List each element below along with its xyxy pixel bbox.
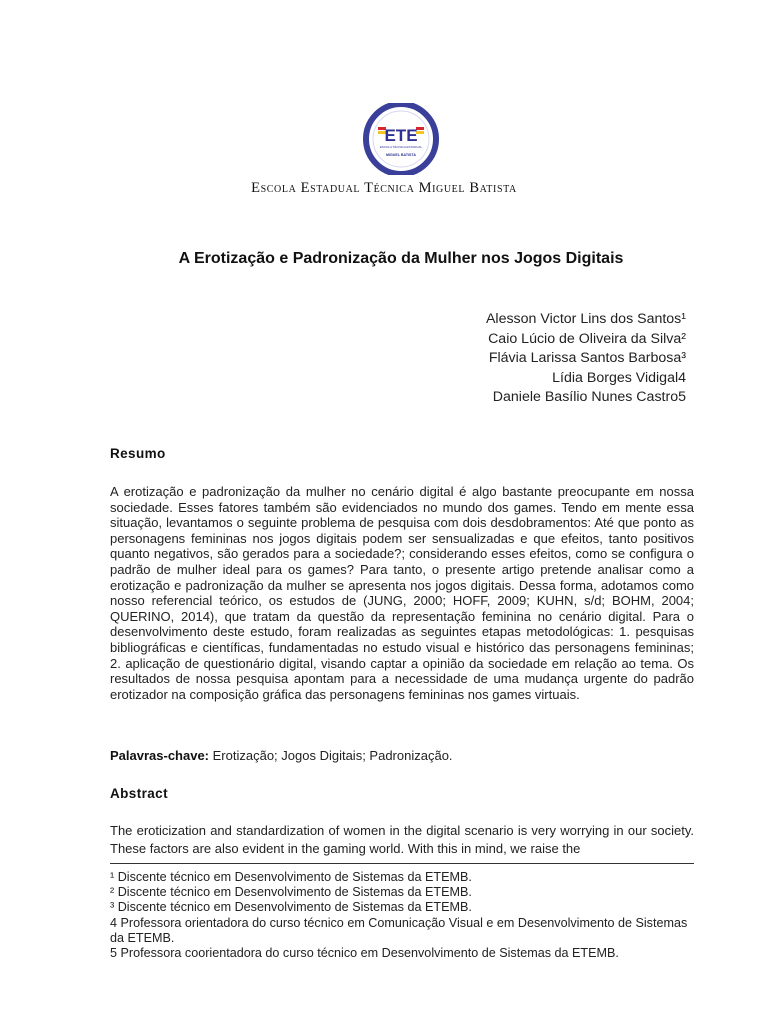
- author-name: Daniele Basílio Nunes Castro5: [492, 389, 686, 405]
- keywords-value: Erotização; Jogos Digitais; Padronização.: [209, 748, 453, 763]
- abstract-heading: Abstract: [110, 786, 168, 801]
- author-name: Lídia Borges Vidigal4: [552, 369, 686, 386]
- footnote-divider: [110, 863, 694, 864]
- resumo-body: A erotização e padronização da mulher no cenário digital é algo bastante preocupante em nossa sociedade. Esses fatores também são evidenciados no mundo dos games. Tendo em mente essa situação, levantamos o seguinte problema de pesquisa com dois desdobramentos: Até que ponto as personagens femininas nos jogos digitais podem ser sensualizadas e que efeitos, tanto positivos quanto negativos, são gerados para a sociedade?; considerando esses efeitos, como se configura o padrão de mulher ideal para os games? Para tanto, o presente artigo pretende analisar como a erotização e padronização da mulher se apresenta nos jogos digitais. Dessa forma, adotamos como nosso referencial teórico, os estudos de (JUNG, 2000; HOFF, 2009; KUHN, s/d; BOHM, 2004; QUERINO, 2014), que tratam da questão da representação feminina no cenário digital. Para o desenvolvimento deste estudo, foram realizadas as seguintes etapas metodológicas: 1. pesquisas bibliográficas e científicas, fundamentadas no estudo visual e histórico das personagens femininas; 2. aplicação de questionário digital, visando captar a opinião da sociedade em relação ao tema. Os resultados de nossa pesquisa apontam para a necessidade de uma mudança urgente do padrão erotizador na composição gráfica das personagens femininas nos games virtuais.: [110, 484, 694, 702]
- school-logo: [363, 103, 439, 175]
- logo-subtext: ESCOLA TÉCNICA ESTADUAL: [379, 145, 423, 149]
- author-list: [486, 310, 686, 408]
- resumo-heading: Resumo: [110, 446, 166, 461]
- keywords-label: Palavras-chave:: [110, 748, 210, 763]
- footnote: ² Discente técnico em Desenvolvimento de Sistemas da ETEMB.: [110, 885, 472, 900]
- author-name: Alesson Victor Lins dos Santos¹: [485, 311, 686, 327]
- logo-caption: MIGUEL BATISTA: [386, 153, 416, 157]
- footnote: ¹ Discente técnico em Desenvolvimento de Sistemas da ETEMB.: [110, 870, 472, 884]
- footnote: 5 Professora coorientadora do curso técnico em Desenvolvimento de Sistemas da ETEMB.: [110, 946, 619, 961]
- logo-text: ETE: [384, 126, 418, 145]
- keywords-line: [110, 748, 694, 764]
- school-name: Escola Estadual Técnica Miguel Batista: [251, 180, 517, 196]
- author-name: Caio Lúcio de Oliveira da Silva²: [488, 330, 686, 347]
- paper-title: A Erotização e Padronização da Mulher nos Jogos Digitais: [178, 250, 624, 267]
- author-name: Flávia Larissa Santos Barbosa³: [488, 350, 686, 366]
- abstract-body: The eroticization and standardization of women in the digital scenario is very worrying in our society. These factors are also evident in the gaming world. With this in mind, we raise the: [110, 823, 694, 856]
- footnote: ³ Discente técnico em Desenvolvimento de Sistemas da ETEMB.: [110, 900, 472, 915]
- footnote: 4 Professora orientadora do curso técnico em Comunicação Visual e em Desenvolvimento de Sistemas da ETEMB.: [110, 915, 688, 945]
- footnotes: [110, 870, 694, 961]
